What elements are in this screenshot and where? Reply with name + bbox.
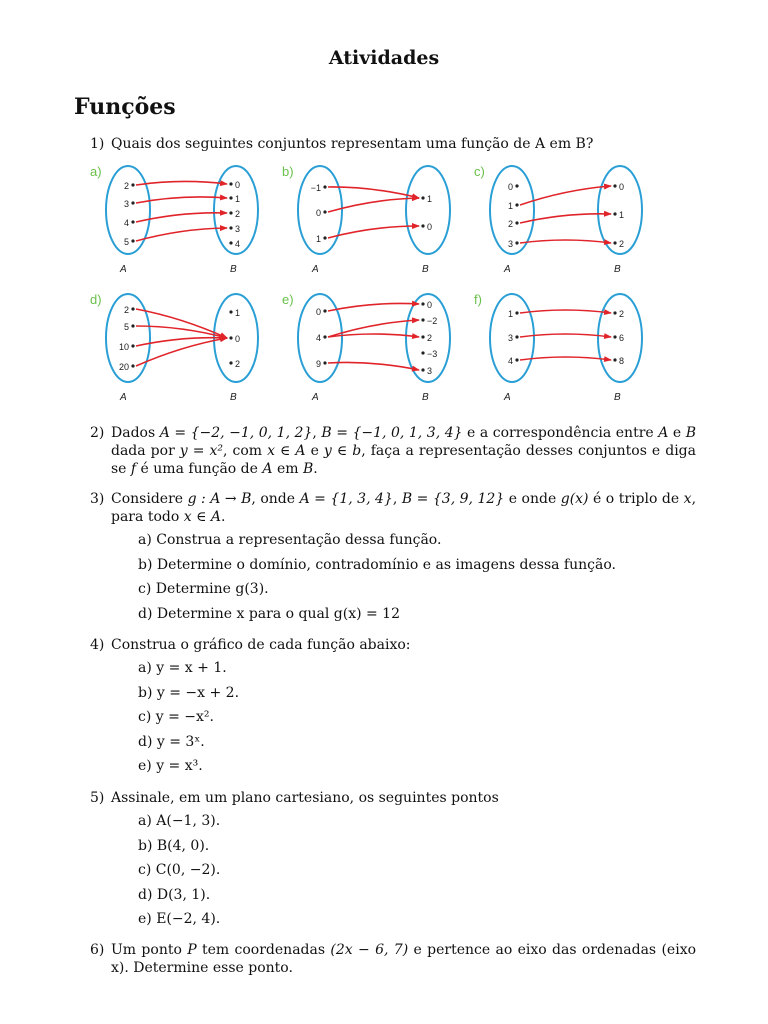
list-item: b) Determine o domínio, contradomínio e as imagens dessa função. [138, 556, 616, 573]
diagram-d [90, 292, 258, 403]
list-item: e) E(−2, 4). [138, 911, 221, 927]
element-dot [131, 183, 134, 186]
set-a-name: A [120, 264, 127, 275]
set-b-element: 8 [619, 356, 625, 366]
element-dot [515, 241, 518, 244]
set-a-element: 2 [123, 305, 129, 315]
set-b-element: 0 [235, 180, 241, 190]
element-dot [613, 335, 616, 338]
set-a-element: 3 [123, 199, 129, 209]
question-text: Considere g : A → B, onde A = {1, 3, 4}, B = {3, 9, 12} e onde g(x) é o triplo de x, para todo x ∈ A. [111, 491, 697, 525]
set-a-element: 20 [118, 362, 129, 372]
element-dot [515, 311, 518, 314]
set-b-element: 3 [427, 366, 433, 376]
element-dot [131, 220, 134, 223]
element-dot [131, 307, 134, 310]
set-a-element: 2 [123, 181, 129, 191]
question-3-items [138, 528, 616, 626]
element-dot [131, 201, 134, 204]
question-5 [90, 789, 696, 807]
set-b-name: B [422, 392, 429, 403]
question-4-items [138, 656, 239, 779]
set-b-element: 1 [235, 308, 241, 318]
element-dot [131, 344, 134, 347]
mapping-arrow [328, 303, 419, 311]
element-dot [229, 361, 232, 364]
set-b-name: B [614, 264, 621, 275]
question-text: Dados A = {−2, −1, 0, 1, 2}, B = {−1, 0, 1, 3, 4} e a correspondência entre A e B dada por y = x², com x ∈ A e y ∈ b, faça a representação desses conjuntos e diga se f é uma função de A em B. [111, 425, 697, 477]
question-text: Assinale, em um plano cartesiano, os seguintes pontos [111, 790, 499, 806]
set-b-name: B [230, 392, 237, 403]
list-item: a) y = x + 1. [138, 660, 227, 676]
list-item: b) y = −x + 2. [138, 684, 240, 701]
diagram-label: c) [474, 164, 485, 179]
element-dot [131, 239, 134, 242]
diagram-label: d) [90, 292, 102, 307]
question-3 [90, 490, 696, 526]
list-item: d) Determine x para o qual g(x) = 12 [138, 605, 400, 622]
element-dot [229, 336, 232, 339]
element-dot [515, 221, 518, 224]
set-a-element: 4 [315, 333, 321, 343]
rule: y = x² [179, 443, 224, 459]
set-b-element: 4 [235, 239, 241, 249]
element-dot [229, 182, 232, 185]
set-a-name: A [504, 264, 511, 275]
question-number: 5) [90, 790, 105, 806]
set-a-element: 5 [123, 237, 129, 247]
set-a-name: A [504, 392, 511, 403]
set-b-name: B [230, 264, 237, 275]
set-b-element: 2 [619, 239, 625, 249]
diagram-b [282, 164, 450, 275]
mapping-arrow [520, 310, 611, 313]
element-dot [323, 236, 326, 239]
question-2 [90, 424, 696, 478]
question-text: Quais dos seguintes conjuntos representam uma função de A em B? [111, 136, 594, 152]
set-b-element: 1 [235, 194, 241, 204]
set-b-element: 2 [619, 309, 625, 319]
question-text: Um ponto P tem coordenadas (2x − 6, 7) e pertence ao eixo das ordenadas (eixo x). Determine esse ponto. [111, 942, 697, 976]
set-b-element: 2 [235, 209, 241, 219]
element-dot [131, 324, 134, 327]
element-dot [229, 196, 232, 199]
element-dot [323, 210, 326, 213]
element-dot [515, 335, 518, 338]
list-item: a) A(−1, 3). [138, 813, 221, 829]
set-a-name: A [312, 392, 319, 403]
diagram-label: a) [90, 164, 102, 179]
section-heading: Funções [74, 94, 176, 120]
set-a-element: 4 [123, 218, 129, 228]
diagram-f [474, 292, 642, 403]
element-dot [515, 184, 518, 187]
mapping-arrow [328, 226, 419, 238]
element-dot [613, 358, 616, 361]
mapping-diagrams [88, 160, 688, 410]
list-item: a) Construa a representação dessa função. [138, 532, 442, 548]
set-a-element: 5 [123, 322, 129, 332]
element-dot [613, 241, 616, 244]
question-6 [90, 941, 696, 977]
element-dot [323, 309, 326, 312]
set-a-element: 3 [507, 239, 513, 249]
question-number: 6) [90, 942, 105, 958]
diagram-label: e) [282, 292, 294, 307]
diagram-a [90, 164, 258, 275]
set-b-element: 0 [619, 182, 625, 192]
element-dot [229, 241, 232, 244]
diagram-e [282, 292, 450, 403]
page-title: Atividades [328, 47, 440, 69]
question-number: 2) [90, 425, 105, 441]
element-dot [613, 311, 616, 314]
set-a-element: 4 [507, 356, 513, 366]
question-number: 1) [90, 136, 105, 152]
list-item: c) Determine g(3). [138, 581, 269, 597]
question-text: Construa o gráfico de cada função abaixo: [111, 637, 411, 653]
mapping-arrow [520, 357, 611, 360]
element-dot [323, 335, 326, 338]
set-b-definition: B = {−1, 0, 1, 3, 4} [321, 425, 463, 441]
set-a-element: 0 [315, 307, 321, 317]
set-a-element: 3 [507, 333, 513, 343]
set-a-element: 1 [315, 234, 321, 244]
set-b-element: −2 [427, 316, 438, 326]
set-b-name: B [614, 392, 621, 403]
set-b-element: 2 [427, 333, 433, 343]
set-b-ellipse [406, 166, 450, 254]
question-5-items [138, 809, 220, 932]
list-item: c) y = −x². [138, 709, 214, 725]
diagram-label: b) [282, 164, 294, 179]
question-number: 3) [90, 491, 105, 507]
question-1 [90, 135, 696, 153]
set-b-element: 6 [619, 333, 625, 343]
mapping-arrow [328, 362, 419, 370]
element-dot [421, 351, 424, 354]
element-dot [421, 368, 424, 371]
element-dot [421, 302, 424, 305]
element-dot [421, 318, 424, 321]
set-a-name: A [312, 264, 319, 275]
element-dot [323, 185, 326, 188]
set-a-element: 2 [507, 219, 513, 229]
set-b-element: 1 [619, 210, 625, 220]
element-dot [323, 361, 326, 364]
set-a-element: 1 [507, 309, 513, 319]
mapping-arrow [136, 181, 227, 185]
set-a-element: 9 [315, 359, 321, 369]
list-item: d) D(3, 1). [138, 886, 211, 903]
set-b-element: −3 [427, 349, 438, 359]
function-map: g : A → B [187, 491, 252, 507]
element-dot [613, 184, 616, 187]
set-a-name: A [120, 392, 127, 403]
set-a-element: 0 [507, 182, 513, 192]
element-dot [613, 212, 616, 215]
diagram-label: f) [474, 292, 482, 307]
element-dot [229, 211, 232, 214]
set-b-element: 3 [235, 224, 241, 234]
element-dot [229, 226, 232, 229]
list-item: c) C(0, −2). [138, 862, 221, 878]
mapping-arrow [520, 240, 611, 243]
set-b-name: B [422, 264, 429, 275]
element-dot [515, 203, 518, 206]
element-dot [421, 335, 424, 338]
set-b-element: 2 [235, 359, 241, 369]
question-number: 4) [90, 637, 105, 653]
mapping-arrow [136, 228, 227, 241]
set-a-element: 1 [507, 201, 513, 211]
question-4 [90, 636, 696, 654]
diagram-c [474, 164, 642, 275]
set-a-element: −1 [310, 183, 321, 193]
list-item: e) y = x³. [138, 758, 203, 774]
element-dot [515, 358, 518, 361]
set-b-element: 1 [427, 194, 433, 204]
element-dot [421, 196, 424, 199]
list-item: d) y = 3ˣ. [138, 733, 205, 750]
element-dot [421, 224, 424, 227]
element-dot [131, 364, 134, 367]
list-item: b) B(4, 0). [138, 837, 210, 854]
set-b-element: 0 [427, 222, 433, 232]
coordinates: (2x − 6, 7) [330, 942, 409, 958]
set-b-element: 0 [235, 334, 241, 344]
set-a-element: 0 [315, 208, 321, 218]
element-dot [229, 310, 232, 313]
set-a-element: 10 [118, 342, 129, 352]
set-a-definition: A = {−2, −1, 0, 1, 2} [159, 425, 313, 441]
set-b-element: 0 [427, 300, 433, 310]
